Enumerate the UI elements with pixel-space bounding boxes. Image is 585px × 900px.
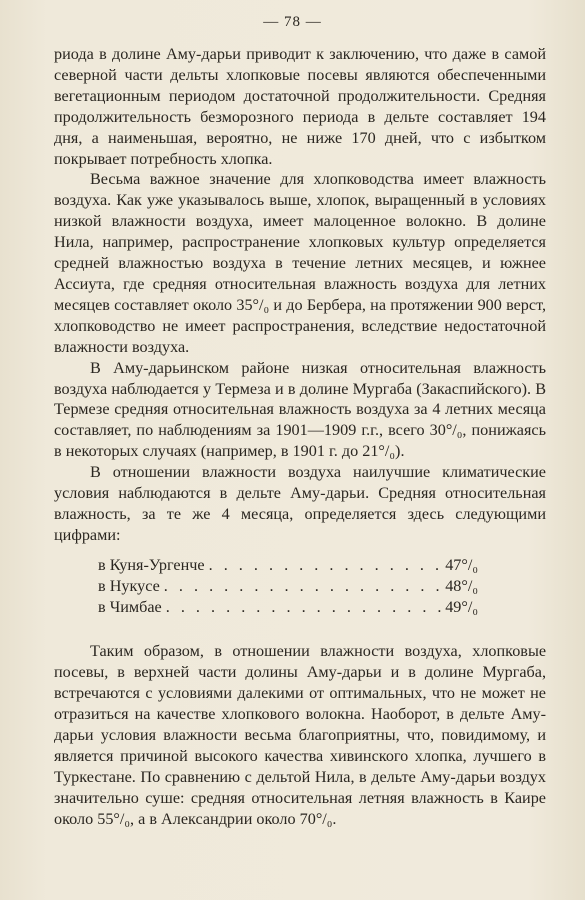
table-row [98, 555, 478, 576]
table-row-place: в Нукусе [98, 576, 160, 595]
paragraph-2: Весьма важное значение для хлопководства имеет влажность воздуха. Как уже указывалось выше, хлопок, выращенный в условиях низкой влажности воздуха, имеет малоценное волокно. В долине Нила, например, распространение хлопковых культур определяется средней влажностью воздуха в течение летних месяцев, и южнее Ассиута, где средняя относительная влажность воздуха для летних месяцев составляет около 35°/₀ и до Бербера, на протяжении 900 верст, хлопководство не имеет распространения, вследствие недостаточной влажности воздуха. [54, 170, 546, 356]
table-row-value: 48°/₀ [445, 576, 478, 595]
table-row [98, 576, 478, 597]
page-number: — 78 — [263, 14, 322, 30]
body-text [54, 44, 546, 830]
table-row-place: в Куня-Ургенче [98, 555, 205, 574]
table-row [98, 597, 478, 618]
paragraph-4: В отношении влажности воздуха наилучшие климатические условия наблюдаются в дельте Аму-дарьи. Средняя относительная влажность, за те же 4 месяца, определяется здесь следующими цифрами: [54, 463, 546, 544]
paragraph-5: Таким образом, в отношении влажности воздуха, хлопковые посевы, в верхней части долины Аму-дарьи и в долине Мургаба, встречаются с условиями далекими от оптимальных, что не может не отразиться на качестве хлопкового волокна. Наоборот, в дельте Аму-дарьи условия влажности весьма благоприятны, что, повидимому, и является причиной высокого качества хивинского хлопка, лучшего в Туркестане. По сравнению с дельтой Нила, в дельте Аму-дарьи воздух значительно суше: средняя относительная летняя влажность в Каире около 55°/₀, а в Александрии около 70°/₀. [54, 642, 546, 828]
paragraph-3: В Аму-дарьинском районе низкая относительная влажность воздуха наблюдается у Термеза и в долине Мургаба (Закаспийского). В Термезе средняя относительная влажность воздуха за 4 летних месяца составляет, по наблюдениям за 1901—1909 г.г., всего 30°/₀, понижаясь в некоторых случаях (например, в 1901 г. до 21°/₀). [54, 358, 546, 461]
leader-dots [160, 576, 443, 597]
table-row-value: 49°/₀ [445, 597, 478, 616]
leader-dots [162, 597, 443, 618]
paragraph-1: риода в долине Аму-дарьи приводит к заключению, что даже в самой северной части дельты хлопковые посевы являются обеспеченными вегетационным периодом достаточной продолжительности. Средняя продолжительность безморозного периода в дельте составляет 194 дня, а наименьшая, вероятно, не ниже 170 дней, что с избытком покрывает потребность хлопка. [54, 45, 546, 168]
leader-dots [205, 555, 444, 576]
table-row-value: 47°/₀ [445, 555, 478, 574]
humidity-table [54, 555, 478, 618]
table-row-place: в Чимбае [98, 597, 162, 616]
spacer [54, 628, 546, 641]
